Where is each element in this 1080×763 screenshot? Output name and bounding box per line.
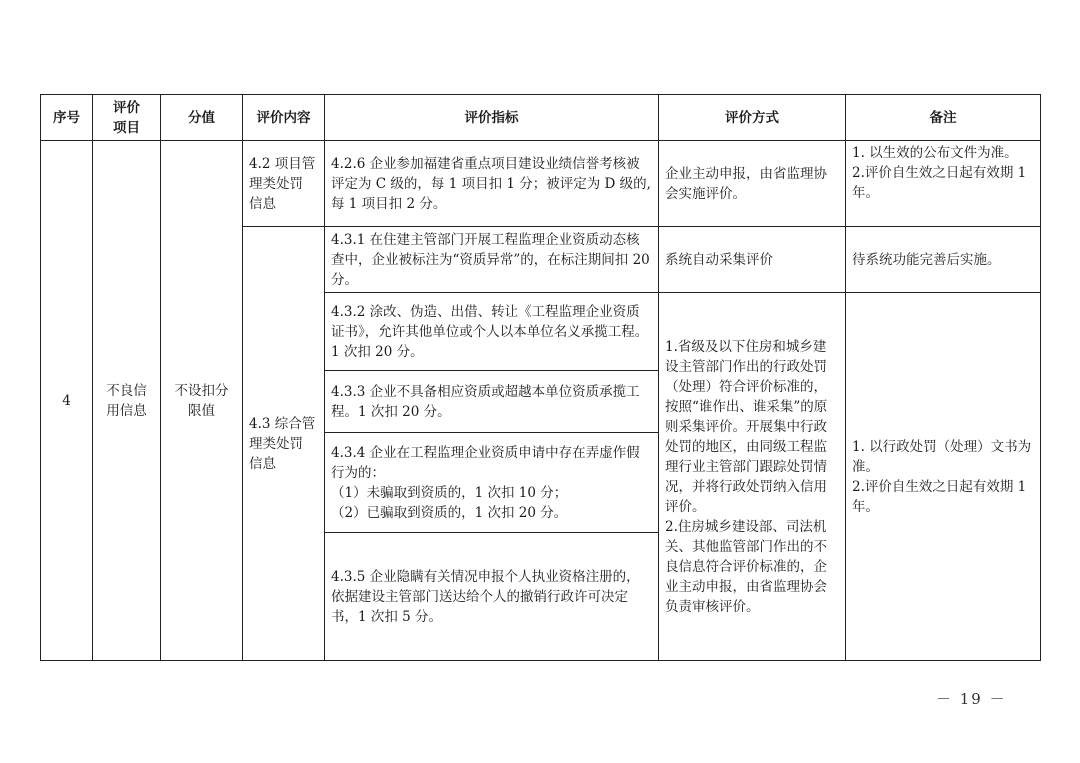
content-4-2-cell: 4.2 项目管 理类处罚 信息 (243, 141, 325, 227)
indicator-4-3-5-cell: 4.3.5 企业隐瞒有关情况申报个人执业资格注册的，依据建设主管部门送达给个人的撤销行政许可决定书，1 次扣 5 分。 (325, 533, 659, 661)
header-row (41, 95, 1041, 141)
header-score: 分值 (161, 95, 243, 141)
method-4-3-2-to-4-3-5-cell: 1.省级及以下住房和城乡建设主管部门作出的行政处罚（处理）符合评价标准的，按照“谁作出、谁采集”的原则采集评价。开展集中行政处罚的地区，由同级工程监理行业主管部门跟踪处罚情况，并将行政处罚纳入信用评价。 2.住房城乡建设部、司法机关、其他监管部门作出的不良信息符合评价标准的，企业主动申报，由省监理协会负责审核评价。 (659, 293, 846, 661)
method-4-2-6-cell: 企业主动申报，由省监理协会实施评价。 (659, 141, 846, 227)
header-item: 评价 项目 (93, 95, 161, 141)
page-number: － 19 － (936, 690, 1007, 708)
header-content: 评价内容 (243, 95, 325, 141)
indicator-4-2-6-cell: 4.2.6 企业参加福建省重点项目建设业绩信誉考核被评定为 C 级的，每 1 项目扣 1 分；被评定为 D 级的,每 1 项目扣 2 分。 (325, 141, 659, 227)
remark-4-3-2-to-4-3-5-cell: 1. 以行政处罚（处理）文书为准。 2.评价自生效之日起有效期 1 年。 (846, 293, 1041, 661)
item-cell: 不良信 用信息 (93, 141, 161, 661)
table-row (41, 141, 1041, 227)
header-index: 序号 (41, 95, 93, 141)
indicator-4-3-4-cell: 4.3.4 企业在工程监理企业资质申请中存在弄虚作假行为的： （1）未骗取到资质的，1 次扣 10 分； （2）已骗取到资质的，1 次扣 20 分。 (325, 433, 659, 533)
indicator-4-3-1-cell: 4.3.1 在住建主管部门开展工程监理企业资质动态核查中，企业被标注为“资质异常”的，在标注期间扣 20 分。 (325, 227, 659, 293)
row-index-cell: 4 (41, 141, 93, 661)
remark-4-3-1-cell: 待系统功能完善后实施。 (846, 227, 1041, 293)
header-remark: 备注 (846, 95, 1041, 141)
header-indicator: 评价指标 (325, 95, 659, 141)
header-method: 评价方式 (659, 95, 846, 141)
evaluation-table (40, 94, 1041, 661)
indicator-4-3-2-cell: 4.3.2 涂改、伪造、出借、转让《工程监理企业资质证书》，允许其他单位或个人以本单位名义承揽工程。1 次扣 20 分。 (325, 293, 659, 371)
indicator-4-3-3-cell: 4.3.3 企业不具备相应资质或超越本单位资质承揽工程。1 次扣 20 分。 (325, 371, 659, 433)
method-4-3-1-cell: 系统自动采集评价 (659, 227, 846, 293)
score-cell: 不设扣分 限值 (161, 141, 243, 661)
content-4-3-cell: 4.3 综合管 理类处罚 信息 (243, 227, 325, 661)
remark-4-2-6-cell: 1. 以生效的公布文件为准。 2.评价自生效之日起有效期 1 年。 (846, 141, 1041, 227)
